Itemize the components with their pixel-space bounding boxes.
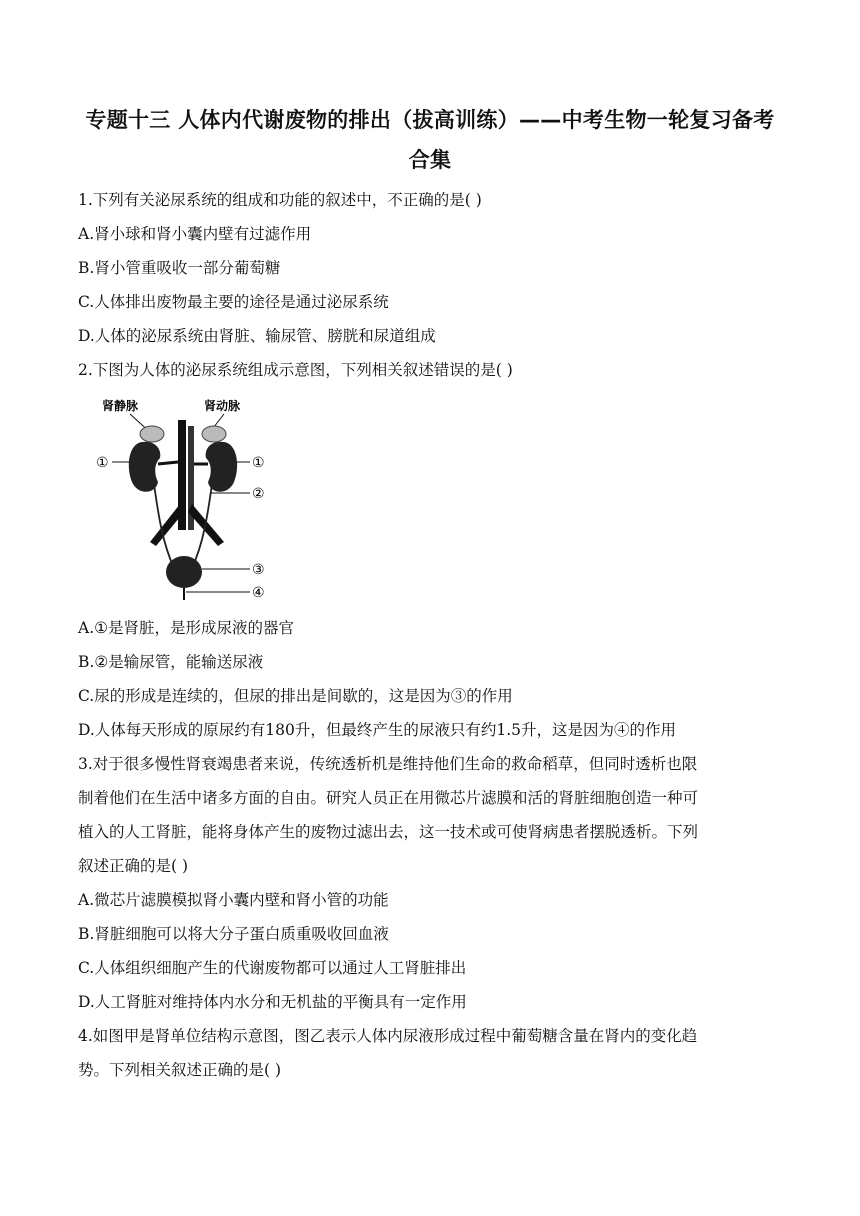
label-renal-vein: 肾静脉 [102, 399, 139, 413]
left-renal-vessel [158, 462, 178, 464]
question-2-option-d: D.人体每天形成的原尿约有180升，但最终产生的尿液只有约1.5升，这是因为④的作用 [78, 721, 677, 739]
question-4-stem-line2: 势。下列相关叙述正确的是( ) [78, 1061, 282, 1079]
question-2-option-c: C.尿的形成是连续的，但尿的排出是间歇的，这是因为③的作用 [78, 687, 513, 705]
question-3-stem-line2: 制着他们在生活中诸多方面的自由。研究人员正在用微芯片滤膜和活的肾脏细胞创造一种可 [78, 789, 699, 807]
question-3-stem-line1: 3.对于很多慢性肾衰竭患者来说，传统透析机是维持他们生命的救命稻草，但同时透析也限 [78, 755, 698, 773]
question-2-stem: 2.下图为人体的泌尿系统组成示意图，下列相关叙述错误的是( ) [78, 361, 513, 379]
right-adrenal-gland [202, 426, 226, 442]
question-3-option-c: C.人体组织细胞产生的代谢废物都可以通过人工肾脏排出 [78, 959, 467, 977]
marker-2: ② [252, 486, 265, 502]
question-1-option-d: D.人体的泌尿系统由肾脏、输尿管、膀胱和尿道组成 [78, 327, 436, 345]
question-1-stem: 1.下列有关泌尿系统的组成和功能的叙述中，不正确的是( ) [78, 191, 482, 209]
marker-1-left: ① [96, 455, 109, 471]
label-renal-artery: 肾动脉 [204, 399, 241, 413]
document-title-line2: 合集 [408, 148, 452, 172]
marker-4: ④ [252, 585, 265, 601]
question-1-option-b: B.肾小管重吸收一部分葡萄糖 [78, 259, 281, 277]
question-1-option-a: A.肾小球和肾小囊内壁有过滤作用 [78, 225, 312, 243]
question-4-stem-line1: 4.如图甲是肾单位结构示意图，图乙表示人体内尿液形成过程中葡萄糖含量在肾内的变化趋 [78, 1027, 698, 1045]
question-3-option-a: A.微芯片滤膜模拟肾小囊内壁和肾小管的功能 [78, 891, 389, 909]
question-3-option-b: B.肾脏细胞可以将大分子蛋白质重吸收回血液 [78, 925, 389, 943]
document-title-line1: 专题十三 人体内代谢废物的排出（拔高训练）——中考生物一轮复习备考 [85, 108, 775, 132]
left-adrenal-gland [140, 426, 164, 442]
question-1-option-c: C.人体排出废物最主要的途径是通过泌尿系统 [78, 293, 389, 311]
bladder [166, 556, 202, 588]
question-2-option-b: B.②是输尿管，能输送尿液 [78, 653, 264, 671]
question-2-option-a: A.①是肾脏，是形成尿液的器官 [78, 619, 295, 637]
question-3-option-d: D.人工肾脏对维持体内水分和无机盐的平衡具有一定作用 [78, 993, 467, 1011]
question-3-stem-line3: 植入的人工肾脏，能将身体产生的废物过滤出去，这一技术或可使肾病患者摆脱透析。下列 [78, 823, 699, 841]
left-kidney [129, 442, 160, 492]
marker-1-right: ① [252, 455, 265, 471]
urinary-system-figure [92, 392, 282, 604]
right-kidney [206, 442, 237, 492]
marker-3: ③ [252, 562, 265, 578]
question-3-stem-line4: 叙述正确的是( ) [78, 857, 189, 875]
